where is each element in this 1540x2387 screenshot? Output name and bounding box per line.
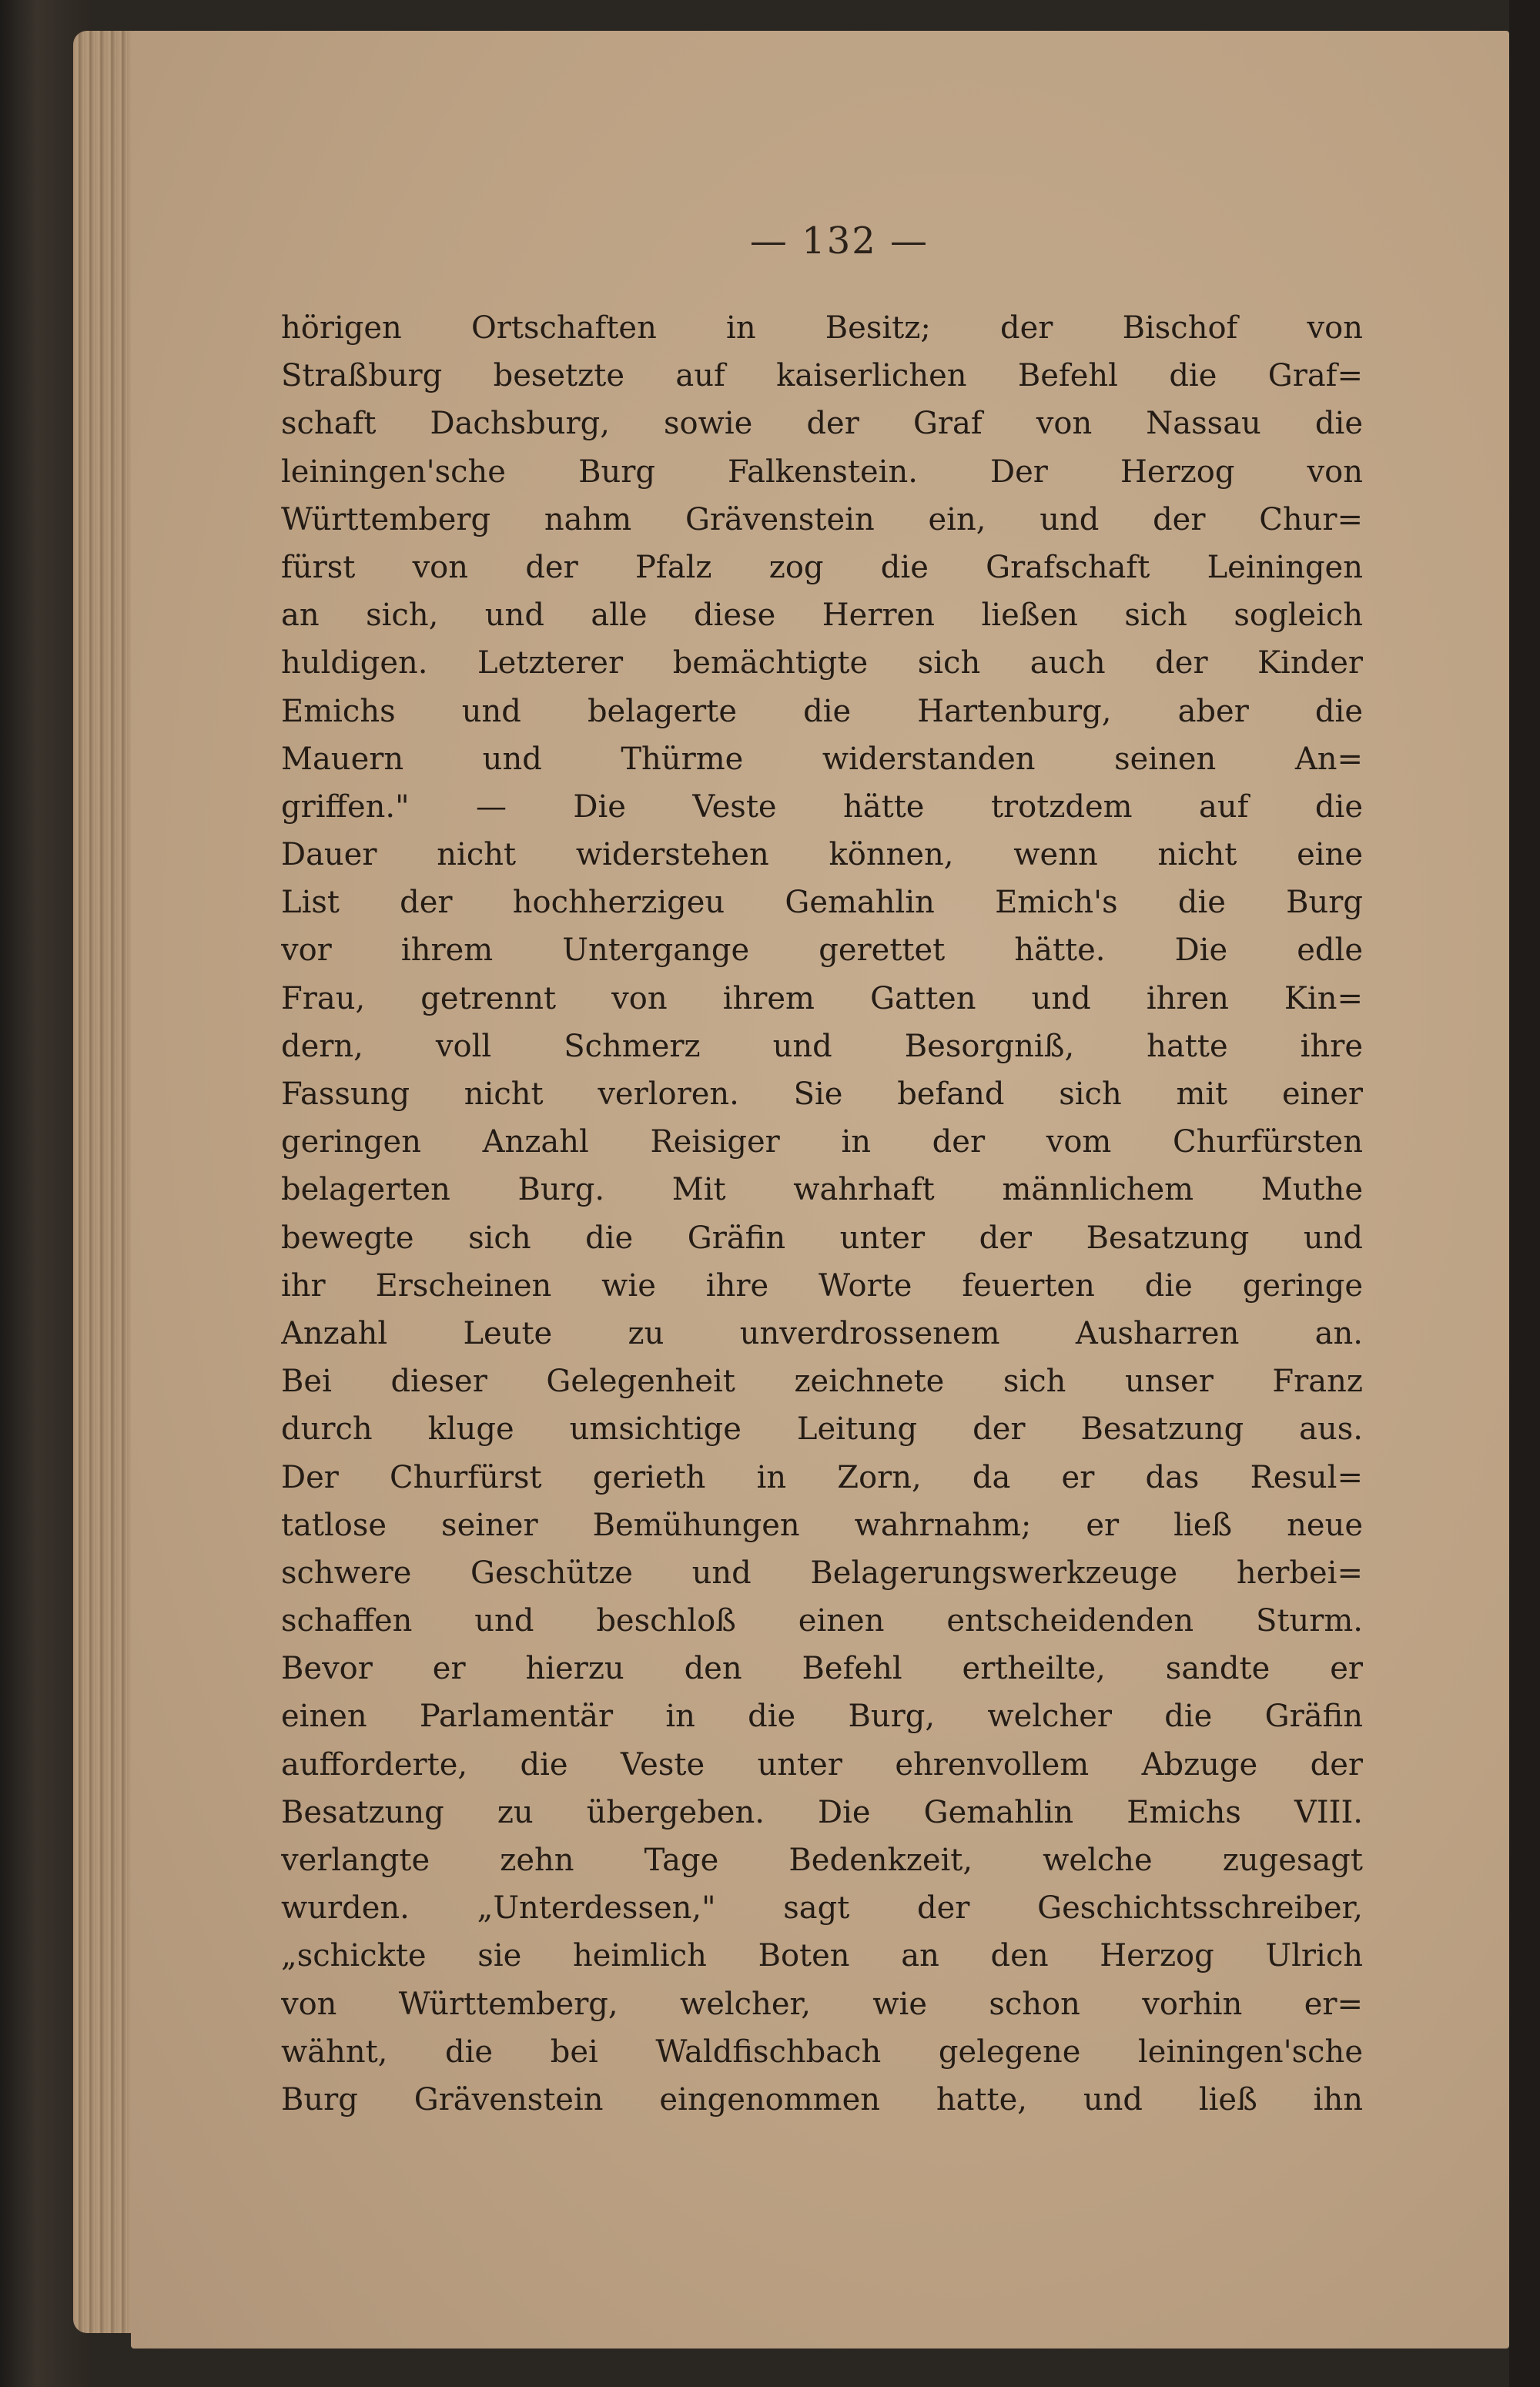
text-line: Mauern und Thürme widerstanden seinen An= bbox=[281, 741, 1363, 777]
text-line: an sich, und alle diese Herren ließen sich sogleich bbox=[281, 598, 1363, 634]
text-line: Emichs und belagerte die Hartenburg, aber die bbox=[281, 693, 1363, 729]
text-line: von Württemberg, welcher, wie schon vorhin er= bbox=[281, 1986, 1363, 2022]
text-line: Burg Grävenstein eingenommen hatte, und ließ ihn bbox=[281, 2081, 1363, 2118]
text-line: Der Churfürst gerieth in Zorn, da er das Resul= bbox=[281, 1459, 1363, 1495]
text-line: „schickte sie heimlich Boten an den Herzog Ulrich bbox=[281, 1938, 1363, 1974]
text-line: schwere Geschütze und Belagerungswerkzeuge herbei= bbox=[281, 1555, 1363, 1591]
text-line: Bevor er hierzu den Befehl ertheilte, sandte er bbox=[281, 1651, 1363, 1687]
text-line: huldigen. Letzterer bemächtigte sich auch der Kinder bbox=[281, 645, 1363, 681]
text-line: bewegte sich die Gräfin unter der Besatzung und bbox=[281, 1220, 1363, 1256]
page-text bbox=[281, 304, 1363, 2124]
text-line: schaffen und beschloß einen entscheidenden Sturm. bbox=[281, 1603, 1363, 1639]
text-line: durch kluge umsichtige Leitung der Besatzung aus. bbox=[281, 1411, 1363, 1448]
page-number: — 132 — bbox=[749, 219, 929, 263]
text-line: belagerten Burg. Mit wahrhaft männlichem Muthe bbox=[281, 1172, 1363, 1208]
text-line: aufforderte, die Veste unter ehrenvollem Abzuge der bbox=[281, 1746, 1363, 1783]
text-line: hörigen Ortschaften in Besitz; der Bischof von bbox=[281, 310, 1363, 346]
text-line: griffen." — Die Veste hätte trotzdem auf die bbox=[281, 788, 1363, 825]
text-line: ihr Erscheinen wie ihre Worte feuerten die geringe bbox=[281, 1267, 1363, 1304]
text-line: dern, voll Schmerz und Besorgniß, hatte ihre bbox=[281, 1028, 1363, 1064]
text-line: Anzahl Leute zu unverdrossenem Ausharren an. bbox=[281, 1315, 1363, 1351]
text-line: Fassung nicht verloren. Sie befand sich mit einer bbox=[281, 1076, 1363, 1112]
text-line: tatlose seiner Bemühungen wahrnahm; er ließ neue bbox=[281, 1507, 1363, 1543]
text-line: Bei dieser Gelegenheit zeichnete sich unser Franz bbox=[281, 1364, 1363, 1400]
text-line: Besatzung zu übergeben. Die Gemahlin Emichs VIII. bbox=[281, 1794, 1363, 1830]
text-line: List der hochherzigeu Gemahlin Emich's die Burg bbox=[281, 885, 1363, 921]
text-line: schaft Dachsburg, sowie der Graf von Nassau die bbox=[281, 406, 1363, 442]
text-line: einen Parlamentär in die Burg, welcher die Gräfin bbox=[281, 1699, 1363, 1735]
text-line: fürst von der Pfalz zog die Grafschaft Leiningen bbox=[281, 549, 1363, 585]
text-line: Frau, getrennt von ihrem Gatten und ihren Kin= bbox=[281, 980, 1363, 1016]
text-line: Württemberg nahm Grävenstein ein, und der Chur= bbox=[281, 501, 1363, 537]
text-line: Dauer nicht widerstehen können, wenn nicht eine bbox=[281, 837, 1363, 873]
text-line: geringen Anzahl Reisiger in der vom Churfürsten bbox=[281, 1124, 1363, 1160]
text-line: wähnt, die bei Waldfischbach gelegene leiningen'sche bbox=[281, 2034, 1363, 2070]
text-line: vor ihrem Untergange gerettet hätte. Die edle bbox=[281, 932, 1363, 969]
right-shadow bbox=[1509, 0, 1540, 2387]
text-line: wurden. „Unterdessen," sagt der Geschichtsschreiber, bbox=[281, 1890, 1363, 1927]
text-line: Straßburg besetzte auf kaiserlichen Befehl die Graf= bbox=[281, 358, 1363, 394]
text-line: leiningen'sche Burg Falkenstein. Der Herzog von bbox=[281, 454, 1363, 490]
text-line: verlangte zehn Tage Bedenkzeit, welche zugesagt bbox=[281, 1843, 1363, 1878]
